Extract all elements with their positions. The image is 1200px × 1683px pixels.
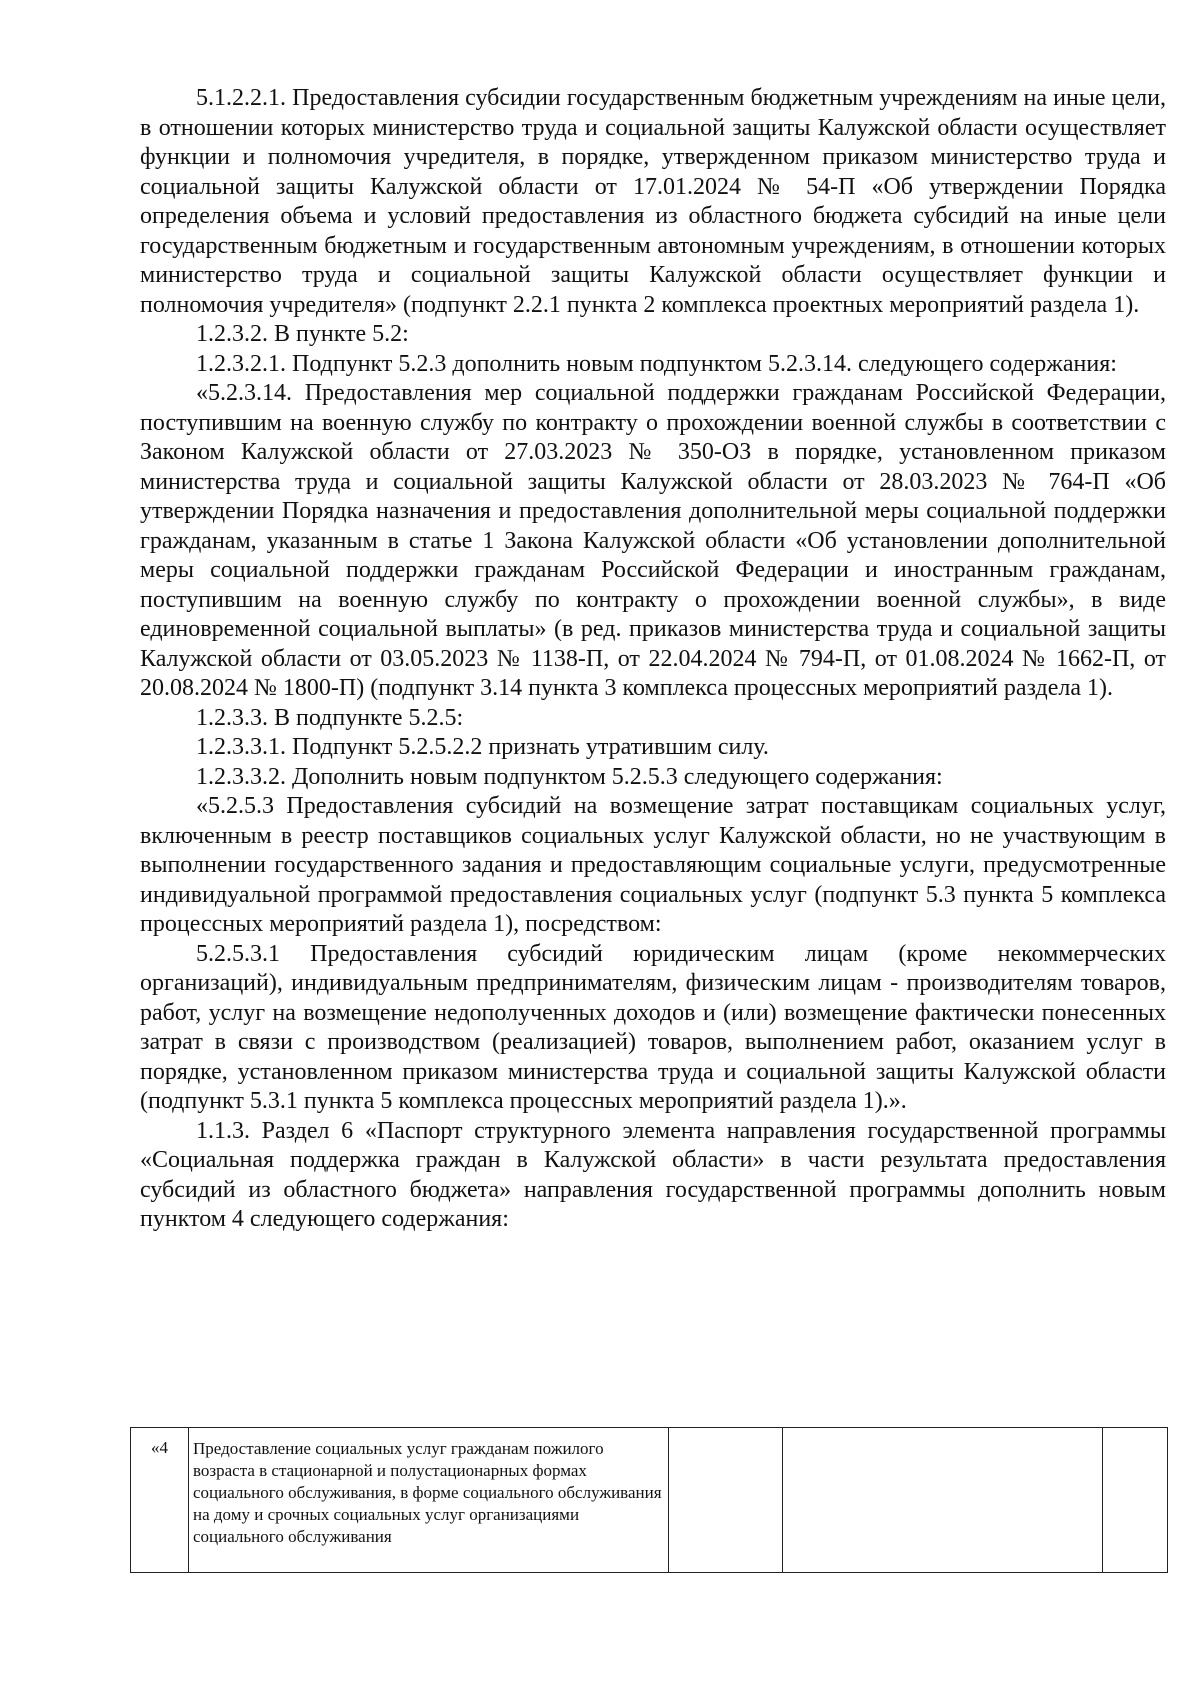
paragraph-5-2-5-3-1: 5.2.5.3.1 Предоставления субсидий юридическим лицам (кроме некоммерческих организаций), индивидуальным предпринимателям, физическим лицам - производителям товаров, работ, услуг на возмещение недополученных доходов и (или) возмещение фактически понесенных затрат в связи с производством (реализацией) товаров, выполнением работ, оказанием услуг в порядке, установленном приказом министерства труда и социальной защиты Калужской области (подпункт 5.3.1 пункта 5 комплекса процессных мероприятий раздела 1).». <box>140 940 1166 1114</box>
empty-cell <box>669 1428 783 1573</box>
row-number-cell: «4 <box>131 1428 189 1573</box>
paragraph-5-2-3-14: «5.2.3.14. Предоставления мер социальной поддержки гражданам Российской Федерации, поступившим на военную службу по контракту о прохождении военной службы в соответствии с Законом Калужской области от 27.03.2023 № 350-ОЗ в порядке, установленном приказом министерства труда и социальной защиты Калужской области от 28.03.2023 № 764-П «Об утверждении Порядка назначения и предоставления дополнительной меры социальной поддержки гражданам, указанным в статье 1 Закона Калужской области «Об установлении дополнительной меры социальной поддержки гражданам Российской Федерации и иностранным гражданам, поступившим на военную службу по контракту о прохождении военной службы», в виде единовременной социальной выплаты» (в ред. приказов министерства труда и социальной защиты Калужской области от 03.05.2023 № 1138-П, от 22.04.2024 № 794-П, от 01.08.2024 № 1662-П, от 20.08.2024 № 1800-П) (подпункт 3.14 пункта 3 комплекса процессных мероприятий раздела 1). <box>140 380 1166 701</box>
empty-cell <box>1103 1428 1168 1573</box>
paragraph-1-2-3-2: 1.2.3.2. В пункте 5.2: <box>196 321 409 347</box>
results-table <box>130 1427 1168 1573</box>
paragraph-1-2-3-3-1: 1.2.3.3.1. Подпункт 5.2.5.2.2 признать утратившим силу. <box>196 734 769 760</box>
paragraph-1-2-3-2-1: 1.2.3.2.1. Подпункт 5.2.3 дополнить новым подпунктом 5.2.3.14. следующего содержания: <box>196 350 1117 377</box>
paragraph-5-1-2-2-1: 5.1.2.2.1. Предоставления субсидии государственным бюджетным учреждениям на иные цели, в отношении которых министерство труда и социальной защиты Калужской области осуществляет функции и полномочия учредителя, в порядке, утвержденном приказом министерство труда и социальной защиты Калужской области от 17.01.2024 № 54-П «Об утверждении Порядка определения объема и условий предоставления из областного бюджета субсидий на иные цели государственным бюджетным и государственным автономным учреждениям, в отношении которых министерство труда и социальной защиты Калужской области осуществляет функции и полномочия учредителя» (подпункт 2.2.1 пункта 2 комплекса проектных мероприятий раздела 1). <box>140 85 1166 318</box>
paragraph-1-2-3-3: 1.2.3.3. В подпункте 5.2.5: <box>196 704 464 731</box>
row-description-cell: Предоставление социальных услуг гражданам пожилого возраста в стационарной и полустационарных формах социального обслуживания, в форме социального обслуживания на дому и срочных социальных услуг организациями социального обслуживания <box>189 1428 669 1573</box>
paragraph-5-2-5-3: «5.2.5.3 Предоставления субсидий на возмещение затрат поставщикам социальных услуг, включенным в реестр поставщиков социальных услуг Калужской области, но не участвующим в выполнении государственного задания и предоставляющим социальные услуги, предусмотренные индивидуальной программой предоставления социальных услуг (подпункт 5.3 пункта 5 комплекса процессных мероприятий раздела 1), посредством: <box>140 793 1166 937</box>
paragraph-1-2-3-3-2: 1.2.3.3.2. Дополнить новым подпунктом 5.2.5.3 следующего содержания: <box>196 763 943 790</box>
document-body <box>140 84 1166 1235</box>
table-row <box>131 1428 1168 1573</box>
paragraph-1-1-3: 1.1.3. Раздел 6 «Паспорт структурного элемента направления государственной программы «Социальная поддержка граждан в Калужской области» в части результата предоставления субсидий из областного бюджета» направления государственной программы дополнить новым пунктом 4 следующего содержания: <box>140 1117 1166 1232</box>
empty-cell <box>783 1428 1103 1573</box>
